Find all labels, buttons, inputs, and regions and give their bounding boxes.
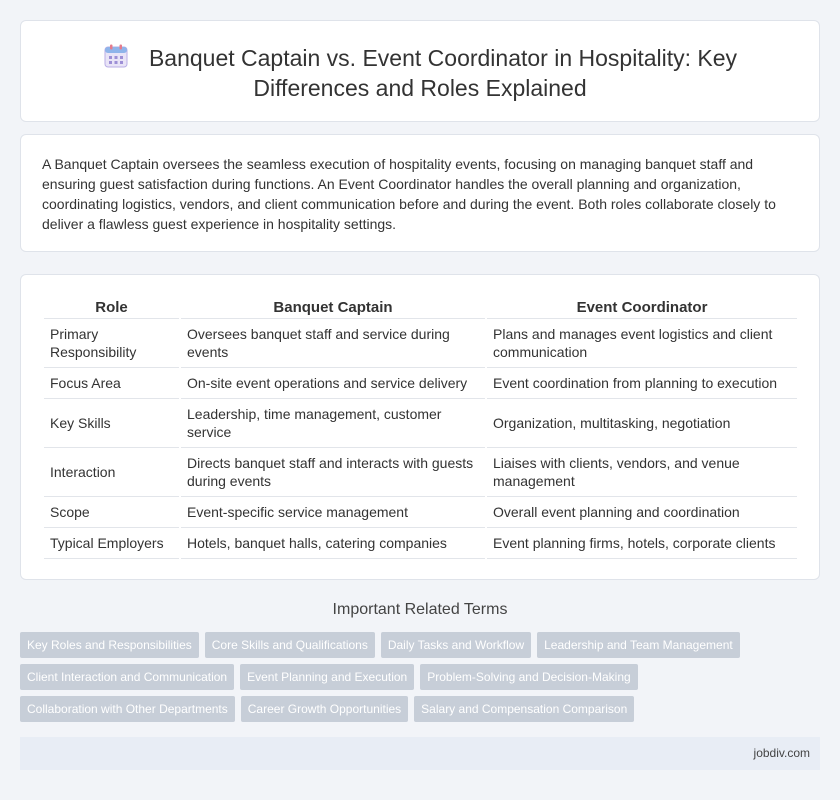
- related-terms-tags: [20, 632, 820, 728]
- intro-paragraph: A Banquet Captain oversees the seamless execution of hospitality events, focusing on managing banquet staff and ensuring guest satisfaction during functions. An Event Coordinator handles the overall planning and organization, coordinating logistics, vendors, and client communication before and during the event. Both roles collaborate closely to deliver a flawless guest experience in hospitality settings.: [42, 156, 776, 232]
- table-row: [44, 368, 797, 399]
- banquet-captain-cell: Event-specific service management: [181, 497, 485, 528]
- page-title-wrap: [21, 43, 819, 103]
- tag-client-interaction[interactable]: Client Interaction and Communication: [20, 664, 234, 690]
- table-header-row: [44, 293, 797, 319]
- row-label: Key Skills: [44, 399, 179, 448]
- event-coordinator-cell: Event coordination from planning to execution: [487, 368, 797, 399]
- event-coordinator-cell: Liaises with clients, vendors, and venue management: [487, 448, 797, 497]
- table-row: [44, 528, 797, 559]
- calendar-icon: [103, 43, 129, 69]
- table-row: [44, 399, 797, 448]
- banquet-captain-cell: Leadership, time management, customer service: [181, 399, 485, 448]
- banquet-captain-cell: Oversees banquet staff and service during events: [181, 319, 485, 368]
- row-label: Typical Employers: [44, 528, 179, 559]
- banquet-captain-cell: On-site event operations and service delivery: [181, 368, 485, 399]
- tag-event-planning[interactable]: Event Planning and Execution: [240, 664, 414, 690]
- header-event-coordinator: Event Coordinator: [487, 293, 797, 319]
- intro-card: [20, 134, 820, 252]
- row-label: Interaction: [44, 448, 179, 497]
- tag-core-skills[interactable]: Core Skills and Qualifications: [205, 632, 375, 658]
- row-label: Primary Responsibility: [44, 319, 179, 368]
- tag-salary[interactable]: Salary and Compensation Comparison: [414, 696, 634, 722]
- table-row: [44, 448, 797, 497]
- header-banquet-captain: Banquet Captain: [181, 293, 485, 319]
- comparison-card: [20, 274, 820, 580]
- event-coordinator-cell: Overall event planning and coordination: [487, 497, 797, 528]
- comparison-table: [42, 293, 799, 559]
- header-role: Role: [44, 293, 179, 319]
- tag-key-roles[interactable]: Key Roles and Responsibilities: [20, 632, 199, 658]
- table-row: [44, 319, 797, 368]
- related-terms-title: Important Related Terms: [332, 601, 508, 618]
- banquet-captain-cell: Directs banquet staff and interacts with guests during events: [181, 448, 485, 497]
- tag-career-growth[interactable]: Career Growth Opportunities: [241, 696, 408, 722]
- tag-leadership[interactable]: Leadership and Team Management: [537, 632, 740, 658]
- event-coordinator-cell: Plans and manages event logistics and client communication: [487, 319, 797, 368]
- header-card: [20, 20, 820, 122]
- row-label: Scope: [44, 497, 179, 528]
- row-label: Focus Area: [44, 368, 179, 399]
- event-coordinator-cell: Event planning firms, hotels, corporate clients: [487, 528, 797, 559]
- tag-daily-tasks[interactable]: Daily Tasks and Workflow: [381, 632, 531, 658]
- footer: [20, 737, 820, 770]
- tag-row: [20, 632, 820, 658]
- page-title: Banquet Captain vs. Event Coordinator in Hospitality: Key Differences and Roles Explained: [148, 45, 738, 101]
- tag-collaboration[interactable]: Collaboration with Other Departments: [20, 696, 235, 722]
- tag-row: [20, 664, 820, 690]
- event-coordinator-cell: Organization, multitasking, negotiation: [487, 399, 797, 448]
- tag-row: [20, 696, 820, 722]
- banquet-captain-cell: Hotels, banquet halls, catering companies: [181, 528, 485, 559]
- table-row: [44, 497, 797, 528]
- tag-problem-solving[interactable]: Problem-Solving and Decision-Making: [420, 664, 637, 690]
- footer-site[interactable]: jobdiv.com: [753, 746, 810, 760]
